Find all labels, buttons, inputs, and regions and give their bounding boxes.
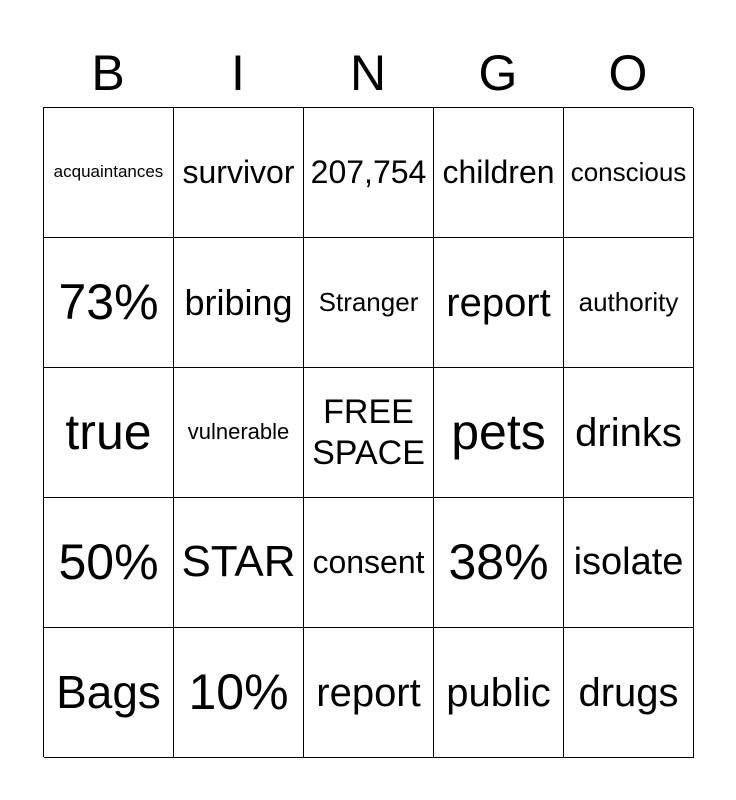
bingo-cell[interactable]: vulnerable [174, 368, 304, 498]
bingo-cell[interactable]: drugs [564, 628, 694, 758]
bingo-cell[interactable]: pets [434, 368, 564, 498]
header-letter-g: G [478, 45, 518, 101]
bingo-cell[interactable]: 38% [434, 498, 564, 628]
bingo-cell[interactable]: consent [304, 498, 434, 628]
bingo-cell[interactable]: children [434, 108, 564, 238]
free-space-cell[interactable]: FREE SPACE [304, 368, 434, 498]
bingo-cell[interactable]: public [434, 628, 564, 758]
bingo-header [43, 40, 693, 106]
header-letter-b: B [91, 45, 125, 101]
bingo-card-grid [43, 107, 693, 757]
bingo-cell[interactable]: drinks [564, 368, 694, 498]
bingo-cell[interactable]: 73% [44, 238, 174, 368]
bingo-cell[interactable]: Stranger [304, 238, 434, 368]
bingo-cell[interactable]: isolate [564, 498, 694, 628]
bingo-cell[interactable]: report [304, 628, 434, 758]
bingo-cell[interactable]: bribing [174, 238, 304, 368]
bingo-cell[interactable]: 207,754 [304, 108, 434, 238]
bingo-cell[interactable]: report [434, 238, 564, 368]
bingo-cell[interactable]: STAR [174, 498, 304, 628]
bingo-cell[interactable]: 10% [174, 628, 304, 758]
bingo-cell[interactable]: survivor [174, 108, 304, 238]
header-letter-n: N [349, 45, 387, 101]
bingo-cell[interactable]: acquaintances [44, 108, 174, 238]
bingo-cell[interactable]: 50% [44, 498, 174, 628]
header-letter-o: O [608, 45, 648, 101]
header-letter-i: I [231, 45, 245, 101]
bingo-cell[interactable]: true [44, 368, 174, 498]
bingo-cell[interactable]: conscious [564, 108, 694, 238]
bingo-cell[interactable]: Bags [44, 628, 174, 758]
bingo-cell[interactable]: authority [564, 238, 694, 368]
